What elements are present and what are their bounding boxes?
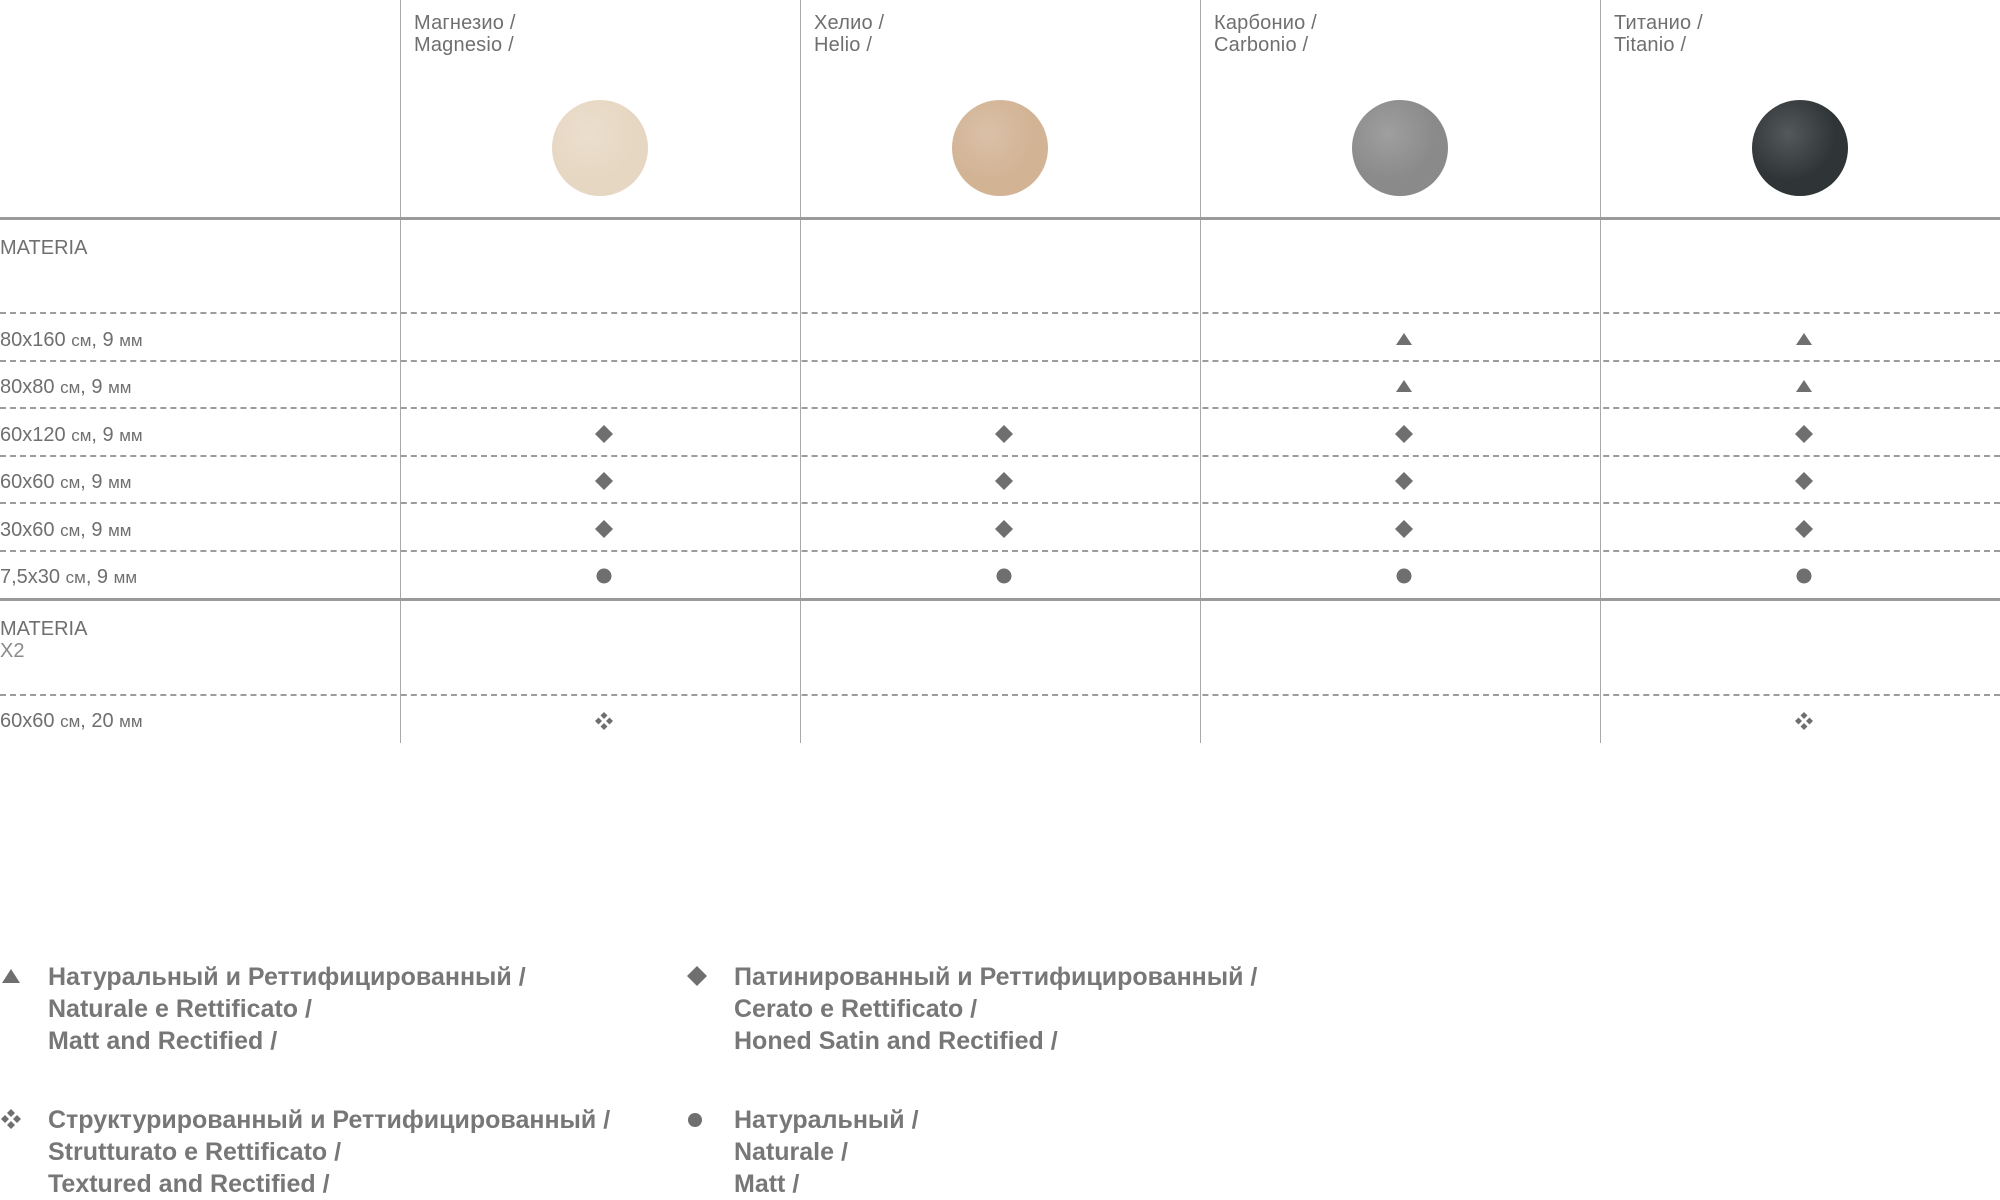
legend-text bbox=[48, 961, 526, 1057]
diamond-icon bbox=[1393, 423, 1415, 445]
circle-icon bbox=[1793, 565, 1815, 587]
legend-text bbox=[48, 1104, 610, 1200]
thickness-value: , 9 bbox=[80, 471, 103, 493]
thickness-unit: мм bbox=[119, 331, 143, 350]
size-unit: см bbox=[71, 331, 92, 350]
size-unit: см bbox=[60, 521, 81, 540]
row-label-30x60 bbox=[0, 518, 131, 543]
color-swatch-titanio bbox=[1752, 100, 1848, 196]
size-value: 80x160 bbox=[0, 329, 66, 351]
row-separator bbox=[0, 407, 2000, 409]
section-title-materia bbox=[0, 237, 87, 259]
row-label-7-5x30 bbox=[0, 565, 137, 590]
circle-icon bbox=[593, 565, 615, 587]
column-header-helio bbox=[814, 12, 884, 56]
legend-line-ru: Натуральный / bbox=[734, 1106, 919, 1134]
diamond-icon bbox=[593, 518, 615, 540]
thickness-unit: мм bbox=[108, 378, 132, 397]
diamond-icon bbox=[686, 965, 708, 987]
thickness-value: , 9 bbox=[85, 566, 109, 588]
size-value: 7,5x30 bbox=[0, 566, 61, 588]
column-name-ru: Карбонио / bbox=[1214, 12, 1317, 34]
section-subtitle: X2 bbox=[0, 640, 25, 662]
legend-line-it: Cerato e Rettificato / bbox=[734, 995, 978, 1023]
legend-line-en: Honed Satin and Rectified / bbox=[734, 1027, 1058, 1055]
legend-line-ru: Натуральный и Реттифицированный / bbox=[48, 963, 526, 991]
circle-icon bbox=[993, 565, 1015, 587]
size-value: 30x60 bbox=[0, 519, 55, 541]
legend-line-en: Textured and Rectified / bbox=[48, 1170, 330, 1198]
section-title: MATERIA bbox=[0, 618, 88, 640]
diamond-icon bbox=[1793, 423, 1815, 445]
diamond-icon bbox=[993, 518, 1015, 540]
triangle-icon bbox=[1793, 328, 1815, 350]
diamond-icon bbox=[593, 470, 615, 492]
color-swatch-carbonio bbox=[1352, 100, 1448, 196]
thickness-value: , 9 bbox=[80, 519, 103, 541]
size-value: 80x80 bbox=[0, 376, 55, 398]
row-separator bbox=[0, 360, 2000, 362]
legend-text bbox=[734, 1104, 919, 1200]
row-separator bbox=[0, 502, 2000, 504]
size-unit: см bbox=[65, 568, 86, 587]
legend-line-en: Matt and Rectified / bbox=[48, 1027, 278, 1055]
triangle-icon bbox=[1793, 375, 1815, 397]
diamond-icon bbox=[993, 423, 1015, 445]
thickness-value: , 9 bbox=[91, 424, 114, 446]
four-diamond-icon bbox=[593, 710, 615, 732]
column-name-it: Carbonio / bbox=[1214, 34, 1309, 56]
size-value: 60x120 bbox=[0, 424, 66, 446]
circle-icon bbox=[686, 1108, 708, 1130]
diamond-icon bbox=[993, 470, 1015, 492]
thickness-value: , 9 bbox=[91, 329, 114, 351]
column-name-it: Titanio / bbox=[1614, 34, 1687, 56]
row-label-60x60 bbox=[0, 470, 131, 495]
thickness-unit: мм bbox=[108, 521, 132, 540]
four-diamond-icon bbox=[0, 1108, 22, 1130]
size-unit: см bbox=[71, 426, 92, 445]
row-separator bbox=[0, 694, 2000, 696]
size-unit: см bbox=[60, 712, 81, 731]
row-label-60x120 bbox=[0, 423, 143, 448]
size-unit: см bbox=[60, 473, 81, 492]
header-separator bbox=[0, 217, 2000, 220]
thickness-unit: мм bbox=[113, 568, 137, 587]
legend-line-ru: Структурированный и Реттифицированный / bbox=[48, 1106, 611, 1134]
triangle-icon bbox=[0, 965, 22, 987]
color-swatch-magnesio bbox=[552, 100, 648, 196]
column-divider bbox=[1200, 0, 1201, 743]
triangle-icon bbox=[1393, 328, 1415, 350]
thickness-unit: мм bbox=[119, 712, 143, 731]
column-divider bbox=[1600, 0, 1601, 743]
diamond-icon bbox=[1393, 470, 1415, 492]
triangle-icon bbox=[1393, 375, 1415, 397]
column-name-ru: Титанио / bbox=[1614, 12, 1703, 34]
diamond-icon bbox=[1393, 518, 1415, 540]
column-name-it: Helio / bbox=[814, 34, 873, 56]
column-name-ru: Хелио / bbox=[814, 12, 885, 34]
row-label-60x60-20mm bbox=[0, 709, 143, 734]
legend-line-it: Naturale e Rettificato / bbox=[48, 995, 312, 1023]
section-title-materia-x2 bbox=[0, 618, 87, 662]
legend-line-it: Strutturato e Rettificato / bbox=[48, 1138, 342, 1166]
circle-icon bbox=[1393, 565, 1415, 587]
legend-text bbox=[734, 961, 1257, 1057]
column-divider bbox=[800, 0, 801, 743]
legend-line-en: Matt / bbox=[734, 1170, 800, 1198]
row-label-80x160 bbox=[0, 328, 143, 353]
diamond-icon bbox=[1793, 470, 1815, 492]
row-label-80x80 bbox=[0, 375, 131, 400]
row-separator bbox=[0, 312, 2000, 314]
column-divider bbox=[400, 0, 401, 743]
column-name-ru: Магнезио / bbox=[414, 12, 516, 34]
column-name-it: Magnesio / bbox=[414, 34, 514, 56]
thickness-unit: мм bbox=[108, 473, 132, 492]
thickness-unit: мм bbox=[119, 426, 143, 445]
thickness-value: , 20 bbox=[80, 710, 114, 732]
size-value: 60x60 bbox=[0, 471, 55, 493]
column-header-titanio bbox=[1614, 12, 1703, 56]
size-unit: см bbox=[60, 378, 81, 397]
four-diamond-icon bbox=[1793, 710, 1815, 732]
diamond-icon bbox=[1793, 518, 1815, 540]
column-header-magnesio bbox=[414, 12, 516, 56]
diamond-icon bbox=[593, 423, 615, 445]
legend-line-it: Naturale / bbox=[734, 1138, 848, 1166]
color-swatch-helio bbox=[952, 100, 1048, 196]
section-title: MATERIA bbox=[0, 237, 88, 259]
legend-line-ru: Патинированный и Реттифицированный / bbox=[734, 963, 1258, 991]
size-value: 60x60 bbox=[0, 710, 55, 732]
row-separator bbox=[0, 455, 2000, 457]
column-header-carbonio bbox=[1214, 12, 1317, 56]
thickness-value: , 9 bbox=[80, 376, 103, 398]
row-separator bbox=[0, 550, 2000, 552]
section-separator bbox=[0, 598, 2000, 601]
